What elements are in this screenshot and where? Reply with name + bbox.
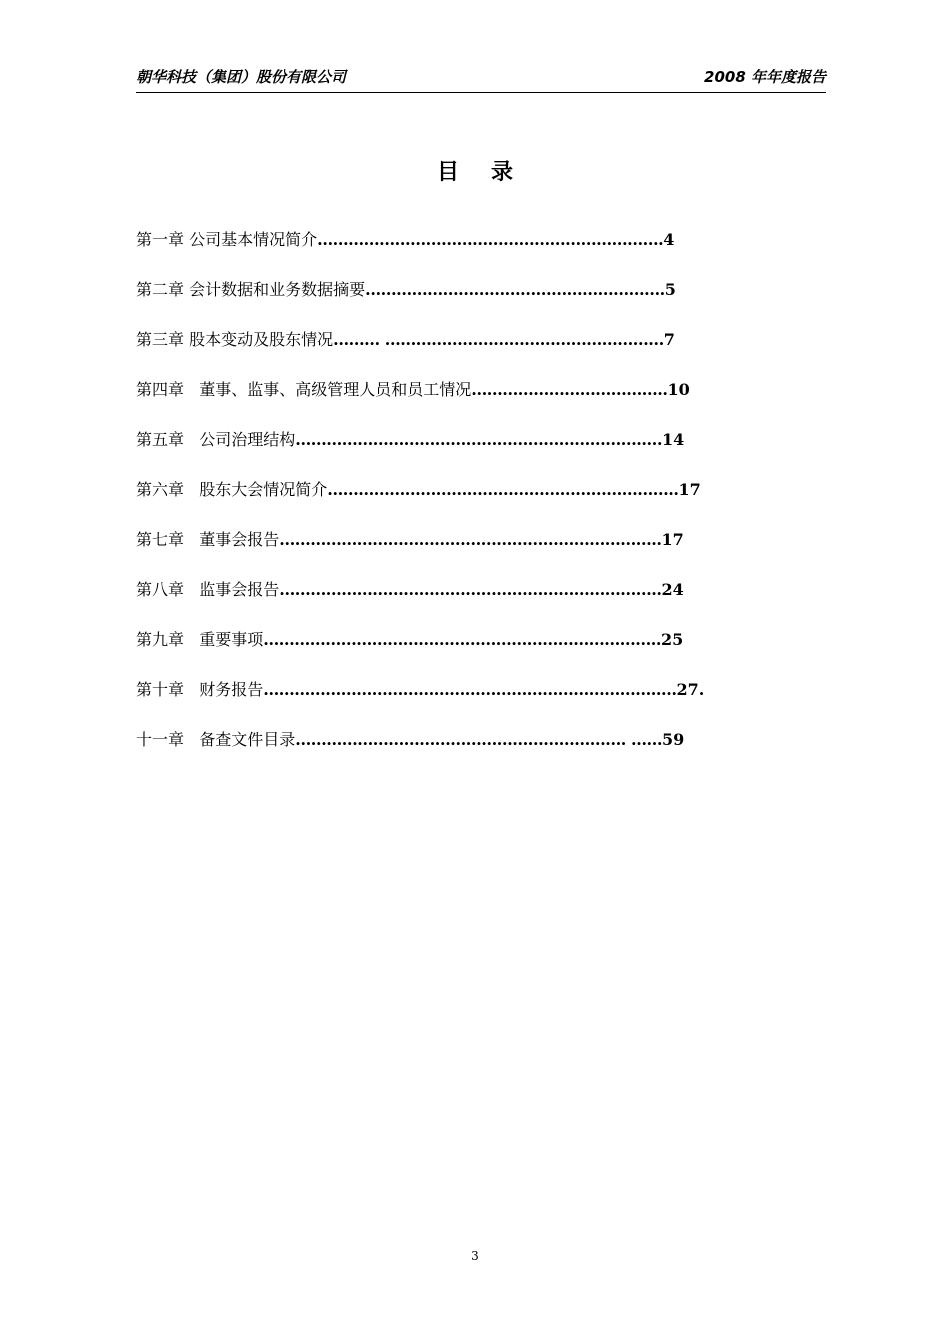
toc-entry[interactable] xyxy=(136,226,826,276)
toc-page-ref: 17 xyxy=(661,530,684,549)
toc-entry[interactable] xyxy=(136,726,826,776)
toc-leader: ……………………………………………………………….. xyxy=(279,530,662,549)
toc-page-ref: 14 xyxy=(661,430,685,449)
toc-chapter-title: 公司治理结构 xyxy=(199,430,296,449)
toc-chapter-label: 第五章 xyxy=(136,430,185,449)
toc-entry[interactable] xyxy=(136,326,826,376)
toc-leader: …………………………………………………………..… xyxy=(295,430,662,449)
page-number: 3 xyxy=(471,1249,479,1263)
toc-chapter-label: 第三章 xyxy=(136,330,185,349)
header-report-title: 2008 年年度报告 xyxy=(704,68,826,86)
toc-chapter-label: 第九章 xyxy=(136,630,185,649)
toc-page-ref: 10 xyxy=(667,380,690,399)
toc-entry[interactable] xyxy=(136,626,826,676)
toc-entry[interactable] xyxy=(136,526,826,576)
toc-chapter-label: 第二章 xyxy=(136,280,185,299)
toc-gap xyxy=(184,480,199,499)
toc-chapter-title: 备查文件目录 xyxy=(199,730,296,749)
toc-chapter-label: 第十章 xyxy=(136,680,185,699)
toc-chapter-title: 重要事项 xyxy=(199,630,264,649)
toc-leader: ………………………………………………………………….. xyxy=(263,630,661,649)
toc-chapter-label: 第七章 xyxy=(136,530,185,549)
toc-leader: …………………………………………………………………..… xyxy=(263,680,677,699)
toc-chapter-label: 第八章 xyxy=(136,580,185,599)
toc-entry[interactable] xyxy=(136,576,826,626)
toc-gap xyxy=(184,630,199,649)
toc-entry[interactable] xyxy=(136,676,826,726)
toc-chapter-title: 会计数据和业务数据摘要 xyxy=(189,280,366,299)
toc-title: 目录 xyxy=(436,160,545,185)
toc-page-ref: 4 xyxy=(663,230,675,249)
toc-gap xyxy=(184,680,199,699)
toc-chapter-title: 董事会报告 xyxy=(199,530,280,549)
toc-chapter-label: 第四章 xyxy=(136,380,185,399)
running-header xyxy=(136,62,826,93)
toc-gap xyxy=(184,730,199,749)
toc-chapter-title: 股东大会情况简介 xyxy=(199,480,328,499)
toc-leader: ………………………………………………………….. xyxy=(327,480,679,499)
toc-page-ref: 7 xyxy=(663,330,675,349)
toc-page-ref: 27. xyxy=(676,680,705,699)
toc-gap xyxy=(184,530,199,549)
toc-chapter-title: 股本变动及股东情况 xyxy=(189,330,334,349)
toc-leader: ……… ……………………………………………… xyxy=(333,330,664,349)
toc-chapter-title: 财务报告 xyxy=(199,680,264,699)
toc-chapter-label: 第一章 xyxy=(136,230,185,249)
toc-entry[interactable] xyxy=(136,426,826,476)
toc-chapter-title: 董事、监事、高级管理人员和员工情况 xyxy=(199,380,472,399)
toc-gap xyxy=(184,430,199,449)
toc-chapter-title: 监事会报告 xyxy=(199,580,280,599)
toc-leader: ……………………………………………………………….. xyxy=(279,580,662,599)
toc-leader: ………………………………………………………. …… xyxy=(295,730,662,749)
toc-gap xyxy=(184,380,199,399)
toc-entry[interactable] xyxy=(136,376,826,426)
table-of-contents xyxy=(136,226,826,776)
toc-page-ref: 25 xyxy=(660,630,684,649)
header-company-name: 朝华科技（集团）股份有限公司 xyxy=(136,68,347,86)
toc-chapter-title: 公司基本情况简介 xyxy=(189,230,318,249)
toc-page-ref: 24 xyxy=(661,580,684,599)
toc-leader: ……………………………….. xyxy=(471,380,668,399)
toc-chapter-label: 十一章 xyxy=(136,730,185,749)
toc-gap xyxy=(184,580,199,599)
toc-page-ref: 17 xyxy=(678,480,701,499)
toc-entry[interactable] xyxy=(136,476,826,526)
toc-leader: …………………………………………………………. xyxy=(317,230,664,249)
toc-leader: …………………………………………………. xyxy=(365,280,665,299)
toc-chapter-label: 第六章 xyxy=(136,480,185,499)
toc-entry[interactable] xyxy=(136,276,826,326)
toc-page-ref: 59 xyxy=(661,730,685,749)
toc-page-ref: 5 xyxy=(664,280,676,299)
